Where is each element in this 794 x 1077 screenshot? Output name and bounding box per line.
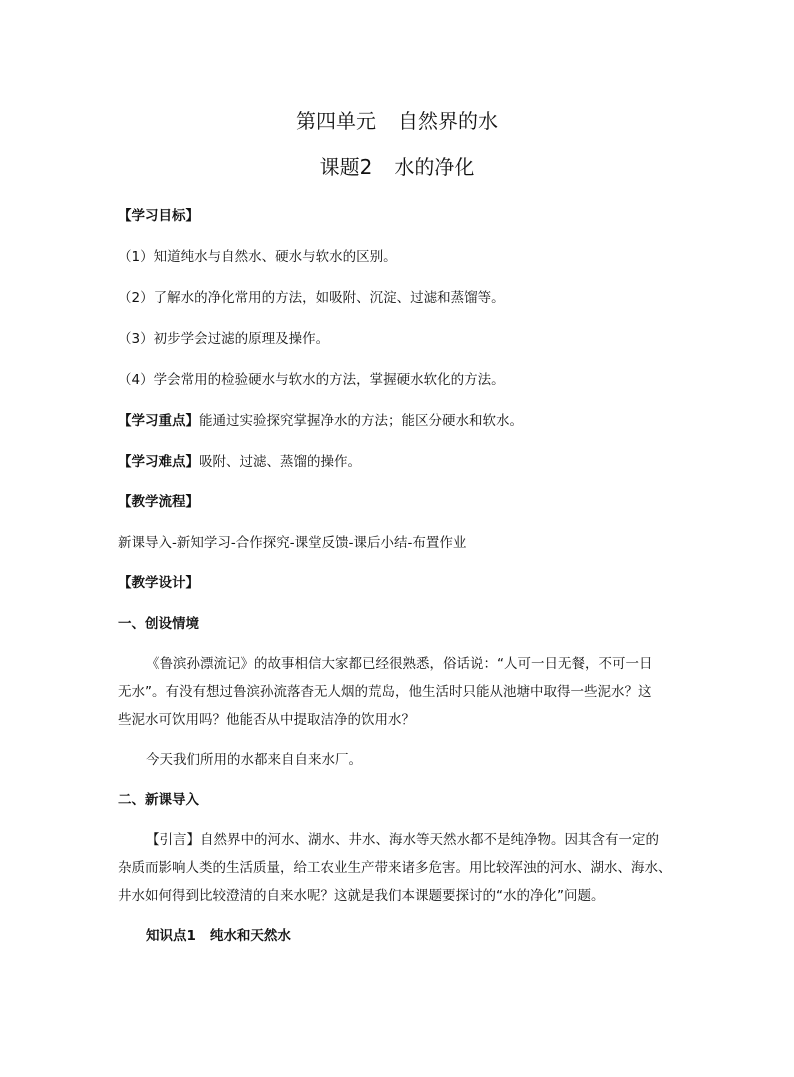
lesson-number: 课题2 xyxy=(319,155,373,179)
section-1-para-line-3: 些泥水可饮用吗？他能否从中提取洁净的饮用水？ xyxy=(118,712,415,728)
section-2-para-line-2: 杂质而影响人类的生活质量，给工农业生产带来诸多危害。用比较浑浊的河水、湖水、海水、 xyxy=(118,860,672,876)
key-points-label: 【学习重点】 xyxy=(118,413,199,429)
goal-item-2: （2）了解水的净化常用的方法，如吸附、沉淀、过滤和蒸馏等。 xyxy=(118,290,505,306)
flow-heading: 【教学流程】 xyxy=(118,494,199,510)
key-points xyxy=(118,411,523,431)
key-points-text: 能通过实验探究掌握净水的方法；能区分硬水和软水。 xyxy=(199,413,523,429)
goal-item-3: （3）初步学会过滤的原理及操作。 xyxy=(118,331,330,347)
goal-item-4: （4）学会常用的检验硬水与软水的方法，掌握硬水软化的方法。 xyxy=(118,372,505,388)
section-2-heading: 二、新课导入 xyxy=(118,792,199,808)
knowledge-point-label: 知识点1 xyxy=(146,928,196,944)
difficulties-label: 【学习难点】 xyxy=(118,454,199,470)
lesson-title xyxy=(0,153,794,181)
goal-item-1: （1）知道纯水与自然水、硬水与软水的区别。 xyxy=(118,249,397,265)
section-2-para-line-1: 【引言】自然界中的河水、湖水、井水、海水等天然水都不是纯净物。因其含有一定的 xyxy=(146,832,659,848)
design-heading: 【教学设计】 xyxy=(118,575,199,591)
knowledge-point-name: 纯水和天然水 xyxy=(209,928,291,944)
section-1-para-2: 今天我们所用的水都来自自来水厂。 xyxy=(146,752,362,768)
section-1-para-line-2: 无水”。有没有想过鲁滨孙流落杳无人烟的荒岛，他生活时只能从池塘中取得一些泥水？这 xyxy=(118,684,652,700)
section-2-para-line-3: 井水如何得到比较澄清的自来水呢？这就是我们本课题要探讨的“水的净化”问题。 xyxy=(118,888,605,904)
difficulties xyxy=(118,452,361,472)
unit-number: 第四单元 xyxy=(296,109,376,133)
flow-text: 新课导入-新知学习-合作探究-课堂反馈-课后小结-布置作业 xyxy=(118,535,467,551)
difficulties-text: 吸附、过滤、蒸馏的操作。 xyxy=(199,454,361,470)
knowledge-point-1 xyxy=(146,926,291,946)
section-1-para-line-1: 《鲁滨孙漂流记》的故事相信大家都已经很熟悉，俗话说：“人可一日无餐，不可一日 xyxy=(146,656,653,672)
goals-heading: 【学习目标】 xyxy=(118,208,199,224)
lesson-name: 水的净化 xyxy=(394,155,475,179)
unit-name: 自然界的水 xyxy=(398,109,498,133)
section-1-heading: 一、创设情境 xyxy=(118,616,199,632)
unit-title xyxy=(0,107,794,135)
